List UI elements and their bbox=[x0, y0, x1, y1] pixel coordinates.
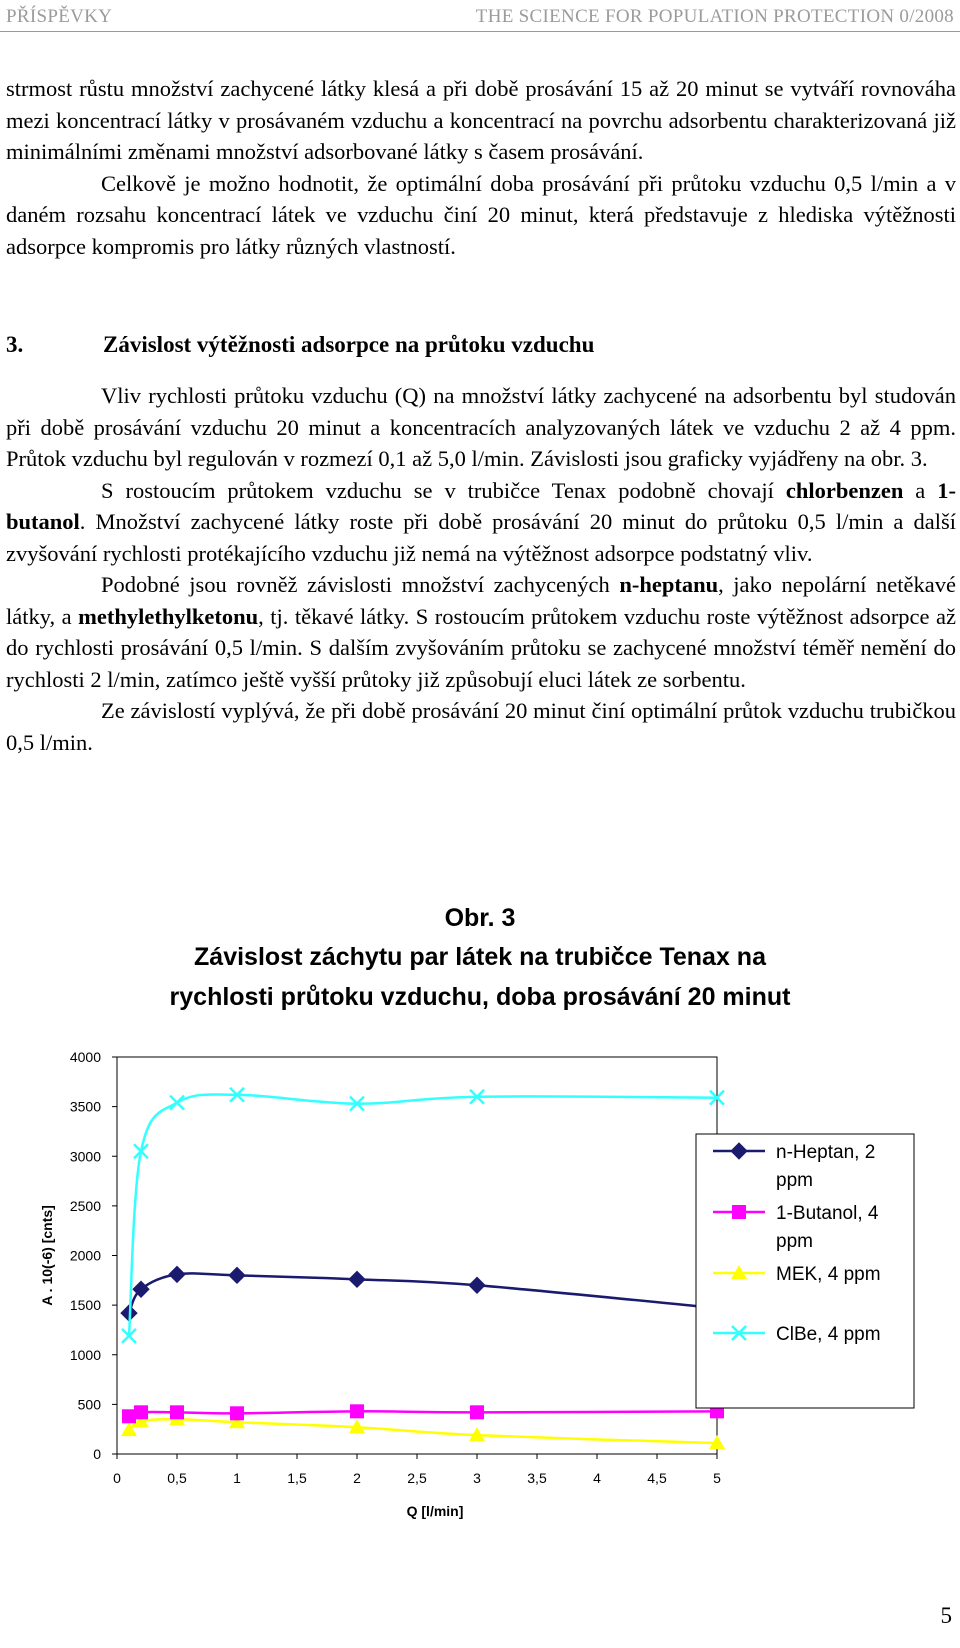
legend-label: ppm bbox=[776, 1231, 813, 1252]
legend-label: 1-Butanol, 4 bbox=[776, 1203, 879, 1224]
x-tick-label: 2,5 bbox=[407, 1470, 427, 1486]
page-number: 5 bbox=[940, 1603, 952, 1628]
figure-label: Obr. 3 bbox=[444, 904, 516, 932]
x-tick-label: 0 bbox=[113, 1470, 121, 1486]
data-point bbox=[470, 1405, 484, 1419]
header-divider bbox=[0, 31, 960, 32]
paragraph-1: strmost růstu množství zachycené látky klesá a při době prosávání 15 až 20 minut se vytváří rovnováha mezi koncentrací látky v prosávaném vzduchu a koncentrací na povrchu adsorbentu charakterizovaná již minimálními změnami množství adsorbované látky s časem prosávání. bbox=[6, 76, 956, 164]
x-tick-label: 0,5 bbox=[167, 1470, 187, 1486]
body-text-section bbox=[6, 380, 956, 758]
data-point bbox=[230, 1406, 244, 1420]
header-section-label: PŘÍSPĚVKY bbox=[6, 6, 113, 27]
y-tick-label: 1000 bbox=[69, 1346, 101, 1363]
figure-title-line-2: rychlosti průtoku vzduchu, doba prosávání 20 minut bbox=[169, 983, 791, 1011]
data-point bbox=[134, 1405, 148, 1419]
figure-title-line-1: Závislost záchytu par látek na trubičce Tenax na bbox=[194, 943, 766, 971]
data-point bbox=[122, 1409, 136, 1423]
paragraph-5-text-c: , jako nepolární netěkavé látky, a bbox=[6, 572, 956, 629]
y-tick-label: 3000 bbox=[69, 1148, 101, 1165]
paragraph-4 bbox=[6, 475, 956, 570]
paragraph-3: Vliv rychlosti průtoku vzduchu (Q) na množství látky zachycené na adsorbentu byl studován při době prosávání vzduchu 20 minut a koncentracích analyzovaných látek ve vzduchu 2 až 4 ppm. Průtok vzduchu byl regulován v rozmezí 0,1 až 5,0 l/min. Závislosti jsou graficky vyjádřeny na obr. 3. bbox=[6, 383, 956, 471]
y-tick-label: 3500 bbox=[69, 1098, 101, 1115]
y-axis-label: A . 10(-6) [cnts] bbox=[39, 1205, 55, 1306]
legend-marker bbox=[732, 1205, 746, 1219]
paragraph-4-text-a: S rostoucím průtokem vzduchu se v trubičce Tenax podobně chovají bbox=[101, 477, 786, 503]
x-tick-label: 5 bbox=[713, 1470, 721, 1486]
plot-area-frame bbox=[117, 1057, 717, 1454]
x-tick-label: 2 bbox=[353, 1470, 361, 1486]
paragraph-2: Celkově je možno hodnotit, že optimální doba prosávání při průtoku vzduchu 0,5 l/min a v daném rozsahu koncentrací látek ve vzduchu činí 20 minut, která představuje z hlediska výtěžnosti adsorpce kompromis pro látky různých vlastností. bbox=[6, 170, 956, 259]
y-tick-label: 1500 bbox=[69, 1297, 101, 1314]
x-tick-label: 4,5 bbox=[647, 1470, 667, 1486]
section-heading bbox=[6, 332, 594, 358]
legend-label: ppm bbox=[776, 1170, 813, 1191]
data-point bbox=[350, 1404, 364, 1418]
term-chlorbenzen: chlorbenzen bbox=[785, 477, 904, 503]
y-tick-label: 4000 bbox=[69, 1049, 101, 1065]
line-chart bbox=[0, 1040, 960, 1600]
term-methylethylketon: methylethylketonu bbox=[78, 603, 259, 629]
term-n-heptan: n-heptanu bbox=[619, 572, 719, 597]
section-title: Závislost výtěžnosti adsorpce na průtoku vzduchu bbox=[103, 332, 595, 357]
section-number: 3. bbox=[6, 332, 24, 357]
paragraph-5 bbox=[6, 569, 956, 695]
term-butanol: 1-butanol bbox=[6, 477, 956, 534]
body-text-top bbox=[6, 73, 956, 262]
y-tick-label: 2000 bbox=[69, 1247, 101, 1264]
paragraph-4-text-d: . Množství zachycené látky roste při době prosávání 20 minut do průtoku 0,5 l/min a další zvyšování rychlosti protékajícího vzduchu již nemá na výtěžnost adsorpce podstatný vliv. bbox=[6, 509, 956, 566]
paragraph-6: Ze závislostí vyplývá, že při době prosávání 20 minut činí optimální průtok vzduchu trubičkou 0,5 l/min. bbox=[6, 698, 956, 755]
x-tick-label: 1,5 bbox=[287, 1470, 307, 1486]
x-tick-label: 3,5 bbox=[527, 1470, 547, 1486]
paragraph-5-text-d: , tj. těkavé látky. S rostoucím průtokem vzduchu roste výtěžnost adsorpce až do rychlosti prosávání 0,5 l/min. S dalším zvyšováním průtoku se zachycené množství téměř nemění do rychlosti 2 l/min, zatímco ještě vyšší průtoky již způsobují eluci látek ze sorbentu. bbox=[6, 603, 956, 692]
legend-label: MEK, 4 ppm bbox=[776, 1264, 881, 1285]
legend-label: ClBe, 4 ppm bbox=[776, 1324, 881, 1345]
running-header bbox=[6, 6, 954, 28]
y-tick-label: 2500 bbox=[69, 1197, 101, 1214]
y-tick-label: 500 bbox=[77, 1396, 101, 1413]
legend-label: n-Heptan, 2 bbox=[776, 1142, 876, 1163]
x-tick-label: 4 bbox=[593, 1470, 601, 1486]
paragraph-4-text-c: a bbox=[903, 477, 938, 503]
paragraph-5-text-a: Podobné jsou rovněž závislosti množství zachycených bbox=[101, 572, 620, 597]
y-tick-label: 0 bbox=[93, 1446, 101, 1462]
x-axis-label: Q [l/min] bbox=[406, 1503, 464, 1519]
x-tick-label: 1 bbox=[233, 1470, 241, 1486]
header-journal-title: THE SCIENCE FOR POPULATION PROTECTION 0/2008 bbox=[475, 6, 954, 27]
data-point bbox=[170, 1405, 184, 1419]
x-tick-label: 3 bbox=[473, 1470, 481, 1486]
